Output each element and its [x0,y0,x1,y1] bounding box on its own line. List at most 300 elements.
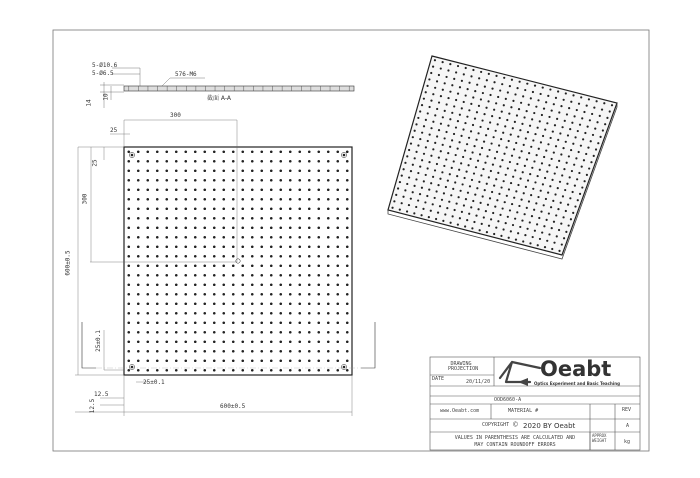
copyright-text: 2020 BY Oeabt [523,422,576,430]
iso-hole [524,89,526,91]
front-hole [289,340,292,343]
iso-hole [565,141,567,143]
iso-hole [443,192,445,194]
front-hole [194,264,197,267]
iso-hole [490,170,492,172]
front-hole [222,169,225,172]
iso-hole [487,100,489,102]
dim-top-300: 300 [170,112,181,119]
iso-hole [441,199,443,201]
section-caption: 截面 A-A [207,95,232,102]
iso-hole [419,138,421,140]
front-hole [232,331,235,334]
iso-hole [486,231,488,233]
iso-hole [434,197,436,199]
iso-hole [532,91,534,93]
iso-hole [611,104,613,106]
iso-hole [584,180,586,182]
front-hole [298,359,301,362]
front-hole [213,331,216,334]
iso-hole [530,146,532,148]
iso-hole [414,130,416,132]
iso-hole [463,204,465,206]
front-hole [203,150,206,153]
front-hole [203,369,206,372]
front-hole [146,188,149,191]
front-hole [308,188,311,191]
front-hole [156,359,159,362]
front-hole [194,169,197,172]
iso-hole [412,136,414,138]
iso-hole [441,171,443,173]
front-hole [137,245,140,248]
iso-hole [553,151,555,153]
front-hole [336,369,339,372]
front-hole [213,160,216,163]
front-hole [298,179,301,182]
rev-label: REV [622,407,632,413]
iso-hole [473,172,475,174]
iso-hole [594,127,596,129]
iso-hole [503,153,505,155]
iso-hole [502,132,504,134]
iso-hole [511,79,513,81]
front-hole [203,350,206,353]
front-hole [184,217,187,220]
iso-hole [541,114,543,116]
iso-hole [579,124,581,126]
iso-hole [554,124,556,126]
iso-hole [485,134,487,136]
iso-hole [479,126,481,128]
front-hole [251,179,254,182]
calc-note: VALUES IN PARENTHESIS ARE CALCULATED AND MAY CONTAIN ROUNDOFF ERRORS [454,435,576,448]
iso-hole [449,63,451,65]
iso-hole [495,75,497,77]
front-hole [336,283,339,286]
iso-hole [572,143,574,145]
iso-hole [542,183,544,185]
iso-hole [498,144,500,146]
front-hole [279,198,282,201]
front-hole [146,321,149,324]
iso-hole [510,134,512,136]
iso-hole [475,215,477,217]
iso-hole [406,155,408,157]
front-hole [279,350,282,353]
front-hole [317,169,320,172]
iso-hole [540,190,542,192]
dim-bottom-total: 600±0.5 [220,403,246,410]
iso-hole [415,151,417,153]
front-hole [232,312,235,315]
iso-hole [460,162,462,164]
iso-hole [586,174,588,176]
iso-hole [546,219,548,221]
front-hole [194,217,197,220]
iso-hole [561,243,563,245]
front-hole [346,359,349,362]
iso-hole [451,167,453,169]
front-hole [336,217,339,220]
front-hole [194,179,197,182]
front-hole [203,226,206,229]
front-hole [346,188,349,191]
iso-hole [468,109,470,111]
iso-hole [535,202,537,204]
iso-hole [422,208,424,210]
front-hole [298,207,301,210]
iso-hole [440,123,442,125]
iso-hole [466,219,468,221]
front-hole [279,369,282,372]
front-hole [336,226,339,229]
front-hole [194,340,197,343]
front-hole [156,274,159,277]
iso-hole [426,195,428,197]
iso-hole [485,210,487,212]
front-hole [146,169,149,172]
iso-hole [527,179,529,181]
iso-hole [445,131,447,133]
front-hole [146,359,149,362]
iso-hole [532,236,534,238]
iso-hole [471,151,473,153]
iso-hole [530,194,532,196]
front-hole [184,359,187,362]
iso-hole [450,222,452,224]
front-hole [137,369,140,372]
iso-hole [465,171,467,173]
front-hole [213,150,216,153]
iso-hole [536,154,538,156]
front-hole [184,340,187,343]
front-hole [194,198,197,201]
iso-hole [529,221,531,223]
front-hole [279,340,282,343]
front-hole [251,188,254,191]
iso-hole [523,144,525,146]
iso-hole [489,94,491,96]
front-hole [146,226,149,229]
iso-hole [544,129,546,131]
iso-hole [514,121,516,123]
dim-bottom-pitch: 25±0.1 [143,379,165,386]
front-hole [241,150,244,153]
dim-left-12-5-b: 12.5 [89,398,97,414]
front-hole [127,179,130,182]
front-hole [346,264,349,267]
front-hole [279,312,282,315]
front-hole [127,302,130,305]
front-hole [241,226,244,229]
front-hole [270,188,273,191]
iso-hole [534,85,536,87]
iso-hole [559,181,561,183]
iso-hole [577,199,579,201]
iso-hole [455,71,457,73]
iso-hole [428,216,430,218]
iso-hole [473,221,475,223]
iso-hole [562,216,564,218]
front-hole [194,274,197,277]
iso-hole [500,186,502,188]
front-hole [251,359,254,362]
iso-hole [399,209,401,211]
iso-hole [494,206,496,208]
iso-hole [477,208,479,210]
front-hole [327,179,330,182]
front-hole [156,217,159,220]
iso-hole [502,228,504,230]
iso-hole [507,91,509,93]
front-hole [127,321,130,324]
front-hole [146,264,149,267]
iso-hole [549,88,551,90]
iso-hole [429,106,431,108]
front-hole [203,264,206,267]
iso-hole [459,86,461,88]
iso-hole [480,174,482,176]
front-hole [213,217,216,220]
front-hole [241,179,244,182]
front-hole [289,312,292,315]
iso-hole [428,161,430,163]
iso-hole [548,212,550,214]
front-hole [270,245,273,248]
iso-hole [516,87,518,89]
iso-hole [446,103,448,105]
front-hole [289,359,292,362]
iso-hole [444,82,446,84]
front-hole [298,226,301,229]
material-label: MATERIAL # [508,408,539,414]
front-hole [336,255,339,258]
iso-hole [447,69,449,71]
front-hole [232,217,235,220]
front-hole [327,245,330,248]
front-hole [270,217,273,220]
front-hole [336,293,339,296]
front-hole [270,293,273,296]
front-hole [203,160,206,163]
iso-hole [442,61,444,63]
iso-hole [569,197,571,199]
iso-hole [460,135,462,137]
front-hole [346,245,349,248]
front-hole [270,226,273,229]
front-hole [146,150,149,153]
front-hole [270,302,273,305]
front-hole [156,331,159,334]
iso-hole [427,140,429,142]
front-hole [289,217,292,220]
front-hole [327,217,330,220]
front-hole [127,255,130,258]
iso-hole [521,123,523,125]
front-hole [270,331,273,334]
front-hole [336,331,339,334]
front-hole [175,226,178,229]
iso-hole [560,202,562,204]
iso-hole [424,201,426,203]
iso-hole [517,135,519,137]
iso-hole [554,172,556,174]
front-hole [308,179,311,182]
iso-hole [447,180,449,182]
iso-hole [420,214,422,216]
front-hole [184,226,187,229]
iso-hole [581,117,583,119]
iso-hole [547,192,549,194]
iso-hole [557,139,559,141]
iso-hole [526,207,528,209]
front-hole [184,283,187,286]
front-hole [165,264,168,267]
front-hole [137,160,140,163]
iso-hole [482,168,484,170]
front-hole [137,255,140,258]
iso-hole [417,144,419,146]
front-hole [137,150,140,153]
front-hole [175,293,178,296]
iso-hole [438,74,440,76]
front-hole [146,179,149,182]
front-hole [260,350,263,353]
front-hole [156,283,159,286]
front-hole [127,340,130,343]
front-hole [308,283,311,286]
iso-hole [576,178,578,180]
front-hole [270,169,273,172]
iso-hole [512,127,514,129]
front-hole [156,264,159,267]
front-hole [146,198,149,201]
front-hole [336,350,339,353]
front-hole [327,188,330,191]
front-hole [289,245,292,248]
iso-hole [414,157,416,159]
front-hole [279,293,282,296]
front-hole [232,283,235,286]
iso-hole [604,123,606,125]
front-hole [241,312,244,315]
iso-hole [410,198,412,200]
iso-hole [464,225,466,227]
front-hole [203,312,206,315]
iso-hole [485,107,487,109]
iso-hole [526,158,528,160]
iso-hole [501,111,503,113]
front-hole [194,283,197,286]
iso-hole [525,186,527,188]
iso-hole [572,191,574,193]
iso-hole [503,180,505,182]
front-hole [137,207,140,210]
front-hole [156,321,159,324]
front-hole [127,283,130,286]
front-hole [336,188,339,191]
iso-hole [563,168,565,170]
iso-hole [506,195,508,197]
front-hole [127,331,130,334]
iso-hole [566,183,568,185]
iso-hole [528,152,530,154]
front-hole [336,359,339,362]
iso-hole [415,123,417,125]
iso-hole [518,108,520,110]
iso-hole [428,189,430,191]
front-hole [260,179,263,182]
iso-hole [569,128,571,130]
iso-hole [532,139,534,141]
iso-hole [509,85,511,87]
front-hole [175,302,178,305]
front-hole [336,245,339,248]
front-hole [175,207,178,210]
iso-hole [509,209,511,211]
iso-hole [421,132,423,134]
iso-hole [578,103,580,105]
iso-hole [444,137,446,139]
iso-hole [540,211,542,213]
thickness-14: 14 [85,99,93,107]
front-hole [308,369,311,372]
iso-hole [478,181,480,183]
front-hole [298,217,301,220]
front-hole [241,302,244,305]
iso-hole [488,73,490,75]
front-hole [194,302,197,305]
iso-hole [480,202,482,204]
front-hole [213,359,216,362]
iso-hole [455,126,457,128]
iso-hole [483,141,485,143]
iso-hole [510,182,512,184]
front-hole [317,236,320,239]
iso-hole [487,204,489,206]
iso-hole [558,229,560,231]
front-hole [308,359,311,362]
front-hole [241,331,244,334]
iso-hole [447,125,449,127]
front-hole [298,160,301,163]
iso-hole [432,176,434,178]
front-hole [165,283,168,286]
iso-hole [393,200,395,202]
iso-hole [435,218,437,220]
iso-hole [556,235,558,237]
iso-hole [495,227,497,229]
front-hole [279,359,282,362]
iso-hole [540,93,542,95]
front-hole [327,274,330,277]
iso-hole [421,104,423,106]
front-hole [260,226,263,229]
front-hole [279,207,282,210]
iso-hole [514,93,516,95]
front-hole [251,198,254,201]
iso-hole [523,192,525,194]
iso-hole [551,179,553,181]
iso-hole [564,120,566,122]
iso-hole [479,229,481,231]
front-hole [298,198,301,201]
front-hole [213,226,216,229]
front-hole [165,350,168,353]
iso-hole [419,166,421,168]
iso-hole [490,218,492,220]
